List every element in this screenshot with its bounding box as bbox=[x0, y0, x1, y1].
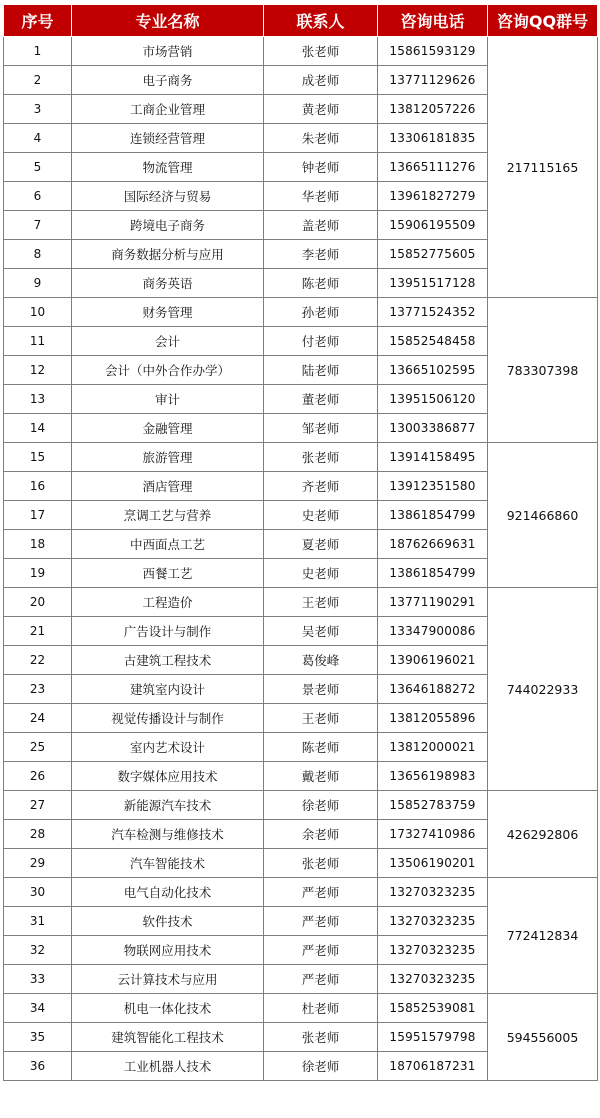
major-cell: 连锁经营管理 bbox=[72, 124, 264, 153]
phone-cell: 13656198983 bbox=[378, 762, 488, 791]
table-header bbox=[4, 5, 598, 37]
contact-cell: 余老师 bbox=[264, 820, 378, 849]
seq-cell: 22 bbox=[4, 646, 72, 675]
contact-cell: 董老师 bbox=[264, 385, 378, 414]
phone-cell: 13914158495 bbox=[378, 443, 488, 472]
seq-cell: 13 bbox=[4, 385, 72, 414]
phone-cell: 13665102595 bbox=[378, 356, 488, 385]
contact-cell: 徐老师 bbox=[264, 791, 378, 820]
seq-cell: 29 bbox=[4, 849, 72, 878]
phone-cell: 13003386877 bbox=[378, 414, 488, 443]
header-phone: 咨询电话 bbox=[378, 5, 488, 37]
contact-cell: 严老师 bbox=[264, 936, 378, 965]
major-cell: 物流管理 bbox=[72, 153, 264, 182]
contact-cell: 华老师 bbox=[264, 182, 378, 211]
seq-cell: 28 bbox=[4, 820, 72, 849]
major-cell: 国际经济与贸易 bbox=[72, 182, 264, 211]
seq-cell: 15 bbox=[4, 443, 72, 472]
contact-cell: 严老师 bbox=[264, 878, 378, 907]
phone-cell: 15906195509 bbox=[378, 211, 488, 240]
contact-cell: 成老师 bbox=[264, 66, 378, 95]
seq-cell: 34 bbox=[4, 994, 72, 1023]
major-cell: 工程造价 bbox=[72, 588, 264, 617]
contact-cell: 景老师 bbox=[264, 675, 378, 704]
phone-cell: 15852783759 bbox=[378, 791, 488, 820]
contact-cell: 张老师 bbox=[264, 37, 378, 66]
contact-cell: 陆老师 bbox=[264, 356, 378, 385]
seq-cell: 9 bbox=[4, 269, 72, 298]
seq-cell: 12 bbox=[4, 356, 72, 385]
phone-cell: 13812057226 bbox=[378, 95, 488, 124]
table-row bbox=[4, 791, 598, 820]
qq-group-cell: 921466860 bbox=[488, 443, 598, 588]
major-cell: 广告设计与制作 bbox=[72, 617, 264, 646]
contact-cell: 张老师 bbox=[264, 1023, 378, 1052]
seq-cell: 6 bbox=[4, 182, 72, 211]
major-cell: 财务管理 bbox=[72, 298, 264, 327]
phone-cell: 13961827279 bbox=[378, 182, 488, 211]
phone-cell: 13665111276 bbox=[378, 153, 488, 182]
contact-cell: 钟老师 bbox=[264, 153, 378, 182]
phone-cell: 13771129626 bbox=[378, 66, 488, 95]
contact-cell: 黄老师 bbox=[264, 95, 378, 124]
major-cell: 市场营销 bbox=[72, 37, 264, 66]
header-qq: 咨询QQ群号 bbox=[488, 5, 598, 37]
major-cell: 酒店管理 bbox=[72, 472, 264, 501]
contact-cell: 盖老师 bbox=[264, 211, 378, 240]
major-cell: 旅游管理 bbox=[72, 443, 264, 472]
contact-cell: 孙老师 bbox=[264, 298, 378, 327]
phone-cell: 13861854799 bbox=[378, 501, 488, 530]
phone-cell: 13306181835 bbox=[378, 124, 488, 153]
phone-cell: 15951579798 bbox=[378, 1023, 488, 1052]
major-cell: 会计 bbox=[72, 327, 264, 356]
contact-cell: 付老师 bbox=[264, 327, 378, 356]
major-cell: 商务数据分析与应用 bbox=[72, 240, 264, 269]
major-cell: 商务英语 bbox=[72, 269, 264, 298]
phone-cell: 17327410986 bbox=[378, 820, 488, 849]
contact-cell: 张老师 bbox=[264, 849, 378, 878]
seq-cell: 27 bbox=[4, 791, 72, 820]
major-cell: 电子商务 bbox=[72, 66, 264, 95]
major-cell: 软件技术 bbox=[72, 907, 264, 936]
phone-cell: 15852548458 bbox=[378, 327, 488, 356]
seq-cell: 4 bbox=[4, 124, 72, 153]
seq-cell: 10 bbox=[4, 298, 72, 327]
major-cell: 新能源汽车技术 bbox=[72, 791, 264, 820]
contact-cell: 夏老师 bbox=[264, 530, 378, 559]
contact-cell: 朱老师 bbox=[264, 124, 378, 153]
table-body bbox=[4, 37, 598, 1081]
major-cell: 汽车智能技术 bbox=[72, 849, 264, 878]
major-cell: 金融管理 bbox=[72, 414, 264, 443]
header-row bbox=[4, 5, 598, 37]
table-row bbox=[4, 588, 598, 617]
phone-cell: 15861593129 bbox=[378, 37, 488, 66]
major-cell: 烹调工艺与营养 bbox=[72, 501, 264, 530]
qq-group-cell: 744022933 bbox=[488, 588, 598, 791]
contact-cell: 王老师 bbox=[264, 704, 378, 733]
table-row bbox=[4, 37, 598, 66]
table-row bbox=[4, 298, 598, 327]
seq-cell: 30 bbox=[4, 878, 72, 907]
contact-cell: 陈老师 bbox=[264, 733, 378, 762]
seq-cell: 14 bbox=[4, 414, 72, 443]
header-major: 专业名称 bbox=[72, 5, 264, 37]
major-cell: 跨境电子商务 bbox=[72, 211, 264, 240]
contact-cell: 李老师 bbox=[264, 240, 378, 269]
seq-cell: 17 bbox=[4, 501, 72, 530]
table-row bbox=[4, 994, 598, 1023]
major-cell: 机电一体化技术 bbox=[72, 994, 264, 1023]
seq-cell: 23 bbox=[4, 675, 72, 704]
phone-cell: 13861854799 bbox=[378, 559, 488, 588]
phone-cell: 13506190201 bbox=[378, 849, 488, 878]
seq-cell: 1 bbox=[4, 37, 72, 66]
contact-cell: 王老师 bbox=[264, 588, 378, 617]
qq-group-cell: 594556005 bbox=[488, 994, 598, 1081]
seq-cell: 33 bbox=[4, 965, 72, 994]
phone-cell: 18706187231 bbox=[378, 1052, 488, 1081]
contact-cell: 齐老师 bbox=[264, 472, 378, 501]
contact-cell: 史老师 bbox=[264, 559, 378, 588]
contact-cell: 史老师 bbox=[264, 501, 378, 530]
contact-cell: 杜老师 bbox=[264, 994, 378, 1023]
qq-group-cell: 772412834 bbox=[488, 878, 598, 994]
seq-cell: 18 bbox=[4, 530, 72, 559]
seq-cell: 5 bbox=[4, 153, 72, 182]
major-cell: 室内艺术设计 bbox=[72, 733, 264, 762]
phone-cell: 13270323235 bbox=[378, 907, 488, 936]
contact-table bbox=[3, 4, 598, 1081]
phone-cell: 13951506120 bbox=[378, 385, 488, 414]
table-row bbox=[4, 878, 598, 907]
phone-cell: 13771190291 bbox=[378, 588, 488, 617]
major-cell: 古建筑工程技术 bbox=[72, 646, 264, 675]
seq-cell: 8 bbox=[4, 240, 72, 269]
contact-cell: 严老师 bbox=[264, 907, 378, 936]
major-cell: 汽车检测与维修技术 bbox=[72, 820, 264, 849]
major-cell: 物联网应用技术 bbox=[72, 936, 264, 965]
seq-cell: 11 bbox=[4, 327, 72, 356]
seq-cell: 21 bbox=[4, 617, 72, 646]
seq-cell: 2 bbox=[4, 66, 72, 95]
major-cell: 中西面点工艺 bbox=[72, 530, 264, 559]
phone-cell: 13347900086 bbox=[378, 617, 488, 646]
seq-cell: 31 bbox=[4, 907, 72, 936]
phone-cell: 15852539081 bbox=[378, 994, 488, 1023]
seq-cell: 7 bbox=[4, 211, 72, 240]
major-cell: 数字媒体应用技术 bbox=[72, 762, 264, 791]
major-cell: 电气自动化技术 bbox=[72, 878, 264, 907]
seq-cell: 35 bbox=[4, 1023, 72, 1052]
major-cell: 审计 bbox=[72, 385, 264, 414]
seq-cell: 24 bbox=[4, 704, 72, 733]
phone-cell: 18762669631 bbox=[378, 530, 488, 559]
phone-cell: 13951517128 bbox=[378, 269, 488, 298]
phone-cell: 13912351580 bbox=[378, 472, 488, 501]
phone-cell: 13646188272 bbox=[378, 675, 488, 704]
seq-cell: 20 bbox=[4, 588, 72, 617]
contact-cell: 张老师 bbox=[264, 443, 378, 472]
major-cell: 建筑智能化工程技术 bbox=[72, 1023, 264, 1052]
contact-cell: 戴老师 bbox=[264, 762, 378, 791]
phone-cell: 13906196021 bbox=[378, 646, 488, 675]
qq-group-cell: 426292806 bbox=[488, 791, 598, 878]
major-cell: 工商企业管理 bbox=[72, 95, 264, 124]
phone-cell: 13270323235 bbox=[378, 878, 488, 907]
phone-cell: 13812055896 bbox=[378, 704, 488, 733]
header-contact: 联系人 bbox=[264, 5, 378, 37]
major-cell: 会计（中外合作办学） bbox=[72, 356, 264, 385]
major-cell: 建筑室内设计 bbox=[72, 675, 264, 704]
seq-cell: 25 bbox=[4, 733, 72, 762]
major-cell: 西餐工艺 bbox=[72, 559, 264, 588]
phone-cell: 13771524352 bbox=[378, 298, 488, 327]
seq-cell: 36 bbox=[4, 1052, 72, 1081]
major-cell: 云计算技术与应用 bbox=[72, 965, 264, 994]
contact-cell: 严老师 bbox=[264, 965, 378, 994]
phone-cell: 13812000021 bbox=[378, 733, 488, 762]
contact-cell: 吴老师 bbox=[264, 617, 378, 646]
contact-cell: 陈老师 bbox=[264, 269, 378, 298]
phone-cell: 15852775605 bbox=[378, 240, 488, 269]
qq-group-cell: 217115165 bbox=[488, 37, 598, 298]
contact-cell: 葛俊峰 bbox=[264, 646, 378, 675]
seq-cell: 19 bbox=[4, 559, 72, 588]
phone-cell: 13270323235 bbox=[378, 965, 488, 994]
seq-cell: 3 bbox=[4, 95, 72, 124]
phone-cell: 13270323235 bbox=[378, 936, 488, 965]
major-cell: 视觉传播设计与制作 bbox=[72, 704, 264, 733]
contact-cell: 邹老师 bbox=[264, 414, 378, 443]
qq-group-cell: 783307398 bbox=[488, 298, 598, 443]
contact-cell: 徐老师 bbox=[264, 1052, 378, 1081]
table-row bbox=[4, 443, 598, 472]
seq-cell: 16 bbox=[4, 472, 72, 501]
seq-cell: 32 bbox=[4, 936, 72, 965]
seq-cell: 26 bbox=[4, 762, 72, 791]
header-seq: 序号 bbox=[4, 5, 72, 37]
major-cell: 工业机器人技术 bbox=[72, 1052, 264, 1081]
